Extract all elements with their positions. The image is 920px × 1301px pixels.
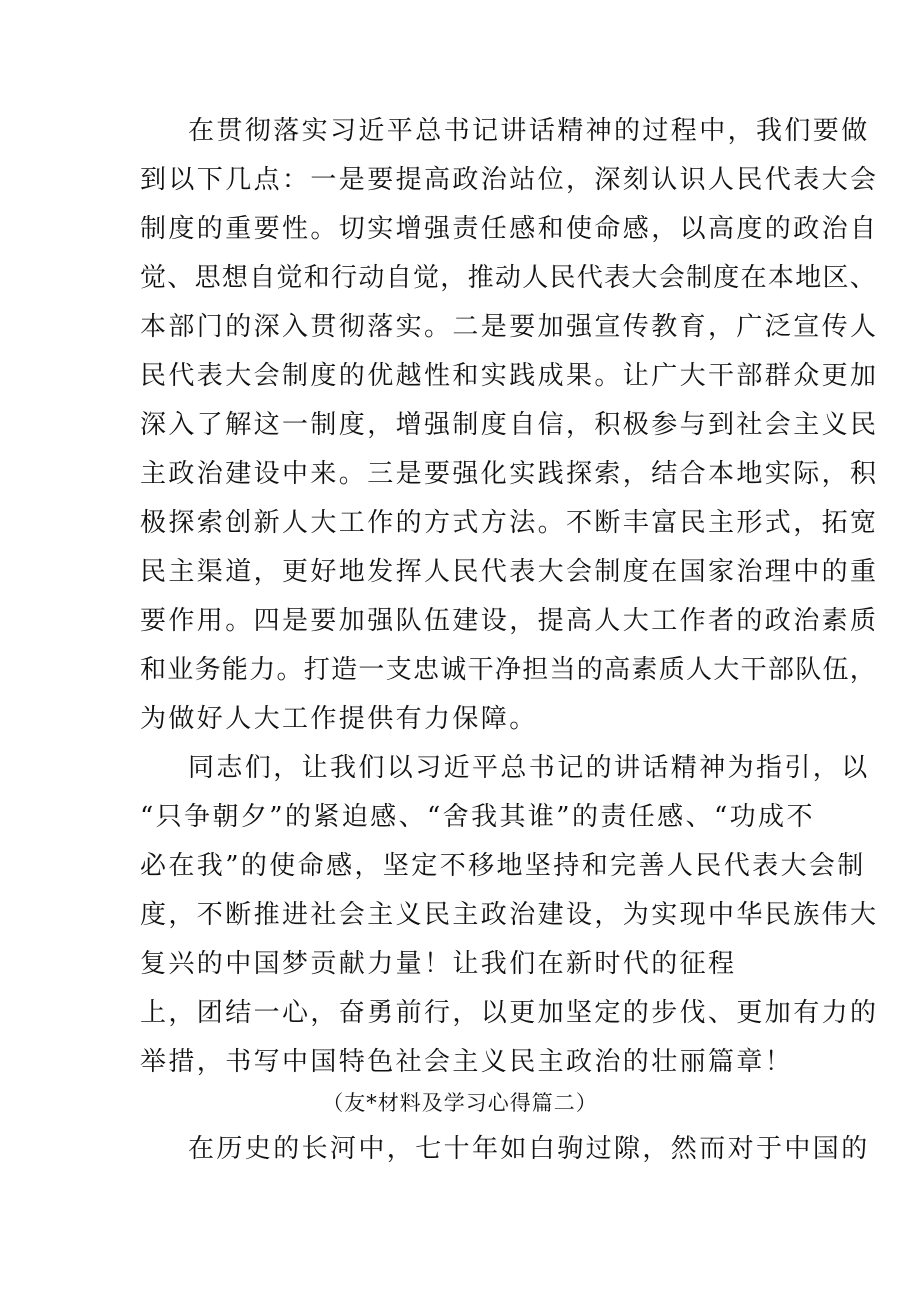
paragraph2-line-7: 举措，书写中国特色社会主义民主政治的壮丽篇章！ [140, 1047, 794, 1077]
paragraph2-line-1: 同志们，让我们以习近平总书记的讲话精神为指引，以 [188, 753, 870, 783]
paragraph1-line-11: 要作用。四是要加强队伍建设，提高人大工作者的政治素质 [140, 606, 879, 636]
paragraph1-line-3: 制度的重要性。切实增强责任感和使命感，以高度的政治自 [140, 214, 879, 244]
paragraph1-line-9: 极探索创新人大工作的方式方法。不断丰富民主形式，拓宽 [140, 508, 879, 538]
paragraph1-line-2: 到以下几点：一是要提高政治站位，深刻认识人民代表大会 [140, 165, 879, 195]
paragraph2-line-5: 复兴的中国梦贡献力量！让我们在新时代的征程 [140, 949, 737, 979]
paragraph1-line-5: 本部门的深入贯彻落实。二是要加强宣传教育，广泛宣传人 [140, 312, 879, 342]
paragraph1-line-10: 民主渠道，更好地发挥人民代表大会制度在国家治理中的重 [140, 557, 879, 587]
paragraph2-line-4: 度，不断推进社会主义民主政治建设，为实现中华民族伟大 [140, 900, 879, 930]
section-heading: （友*材料及学习心得篇二） [322, 1091, 598, 1115]
paragraph1-line-8: 主政治建设中来。三是要强化实践探索，结合本地实际，积 [140, 459, 879, 489]
paragraph1-line-7: 深入了解这一制度，增强制度自信，积极参与到社会主义民 [140, 410, 879, 440]
paragraph1-line-6: 民代表大会制度的优越性和实践成果。让广大干部群众更加 [140, 361, 879, 391]
paragraph1-line-12: 和业务能力。打造一支忠诚干净担当的高素质人大干部队伍， [140, 655, 878, 685]
paragraph1-line-4: 觉、思想自觉和行动自觉，推动人民代表大会制度在本地区、 [140, 263, 878, 293]
paragraph1-line-13: 为做好人大工作提供有力保障。 [140, 704, 538, 734]
paragraph3-line-1: 在历史的长河中，七十年如白驹过隙，然而对于中国的 [188, 1134, 870, 1164]
paragraph2-line-3: 必在我”的使命感，坚定不移地坚持和完善人民代表大会制 [140, 851, 866, 881]
paragraph2-line-6: 上，团结一心，奋勇前行，以更加坚定的步伐、更加有力的 [140, 998, 879, 1028]
paragraph2-line-2: “只争朝夕”的紧迫感、“舍我其谁”的责任感、“功成不 [140, 802, 815, 832]
paragraph1-line-1: 在贯彻落实习近平总书记讲话精神的过程中，我们要做 [188, 116, 870, 146]
